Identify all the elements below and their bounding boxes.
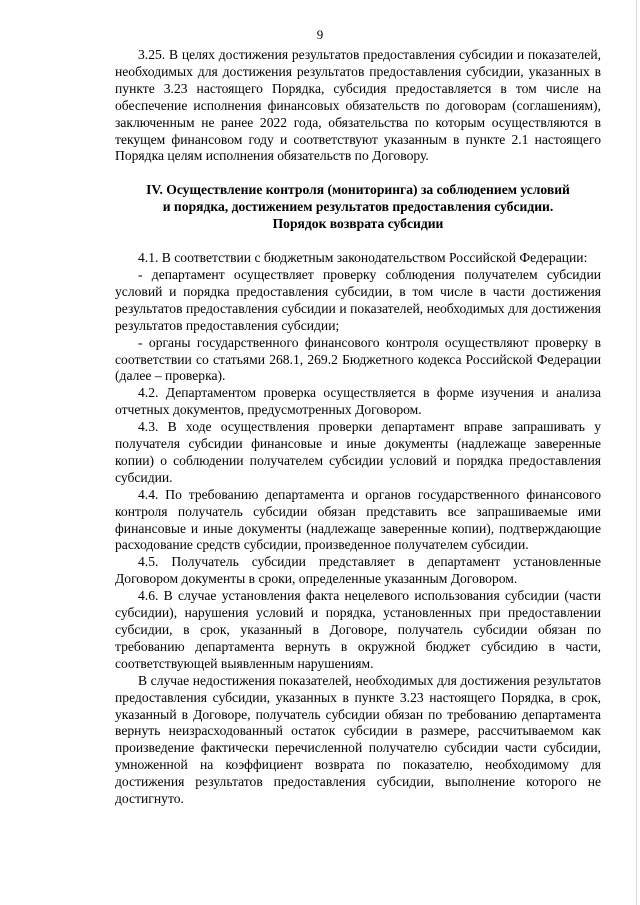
section-heading-line-1: IV. Осуществление контроля (мониторинга) за соблюдением условий bbox=[146, 182, 570, 198]
section-heading bbox=[115, 182, 601, 233]
section-heading-line-3: Порядок возврата субсидии bbox=[272, 216, 444, 232]
paragraph-4-4: 4.4. По требованию департамента и органов государственного финансового контроля получатель субсидии обязан представить все запрашиваемые ими финансовые и иные документы (надлежаще заверенные копии), подтверждающие расходование средств субсидии, произведенное получателем субсидии. bbox=[115, 486, 601, 553]
paragraph-4-5: 4.5. Получатель субсидии представляет в департамент установленные Договором документы в сроки, определенные указанным Договором. bbox=[115, 554, 601, 587]
section-heading-line-2: и порядка, достижением результатов предоставления субсидии. bbox=[162, 199, 554, 215]
paragraph-4-1-item-department: - департамент осуществляет проверку соблюдения получателем субсидии условий и порядка предоставления субсидии, в том числе в части достижения результатов предоставления субсидии и показателей, необходимых для достижения результатов предоставления субсидии; bbox=[115, 266, 601, 333]
paragraph-4-6-indicators: В случае недостижения показателей, необходимых для достижения результатов предоставления субсидии, указанных в пункте 3.23 настоящего Порядка, в срок, указанный в Договоре, получатель субсидии обязан по требованию департамента вернуть неизрасходованный остаток субсидии в размере, рассчитываемом как произведение фактически перечисленной получателю субсидии части субсидии, умноженной на коэффициент возврата по показателю, необходимому для достижения результатов предоставления субсидии, выполнение которого не достигнуто. bbox=[115, 672, 601, 807]
paragraph-4-1: 4.1. В соответствии с бюджетным законодательством Российской Федерации: bbox=[138, 250, 588, 266]
paragraph-4-3: 4.3. В ходе осуществления проверки департамент вправе запрашивать у получателя субсидии финансовые и иные документы (надлежаще заверенные копии) о соблюдении получателем субсидии условий и порядка предоставления субсидии. bbox=[115, 419, 601, 485]
paragraph-4-2: 4.2. Департаментом проверка осуществляется в форме изучения и анализа отчетных документов, предусмотренных Договором. bbox=[115, 385, 601, 418]
paragraph-4-1-item-control-bodies: - органы государственного финансового контроля осуществляют проверку в соответствии со статьями 268.1, 269.2 Бюджетного кодекса Российской Федерации (далее – проверка). bbox=[115, 334, 601, 384]
document-body bbox=[115, 47, 601, 808]
page-edge-divider bbox=[636, 0, 637, 905]
page-number: 9 bbox=[316, 27, 324, 42]
paragraph-3-25: 3.25. В целях достижения результатов предоставления субсидии и показателей, необходимых для достижения результатов предоставления субсидии, указанных в пункте 3.23 настоящего Порядка, субсидия предоставляется в том числе на обеспечение исполнения финансовых обязательств по договорам (соглашениям), заключенным не ранее 2022 года, обязательства по которым осуществляются в текущем финансовом году и соответствуют указанным в пункте 2.1 настоящего Порядка целям исполнения обязательств по Договору. bbox=[115, 47, 601, 164]
paragraph-4-6: 4.6. В случае установления факта нецелевого использования субсидии (части субсидии), нарушения условий и порядка, установленных при предоставлении субсидии, в срок, указанный в Договоре, получатель субсидии обязан по требованию департамента вернуть в окружной бюджет субсидию в части, соответствующей выявленным нарушениям. bbox=[115, 588, 601, 671]
